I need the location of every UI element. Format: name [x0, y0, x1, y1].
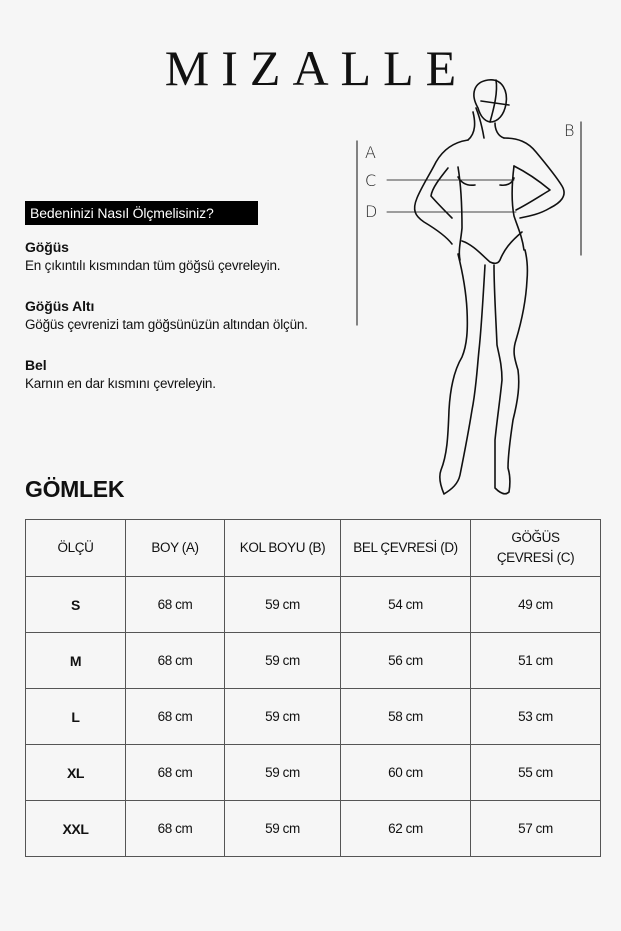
guide-title: Göğüs	[25, 239, 69, 255]
guide-item-underbust	[25, 297, 355, 335]
body-measurement-figure	[340, 70, 621, 510]
measure-label-a: A	[365, 143, 376, 162]
cell-size: XXL	[26, 801, 126, 857]
how-to-measure-heading: Bedeninizi Nasıl Ölçmelisiniz?	[25, 201, 258, 225]
guide-description: En çıkıntılı kısmından tüm göğsü çevreleyin.	[25, 258, 281, 273]
cell-sleeve-length: 59 cm	[225, 745, 341, 801]
cell-waist: 62 cm	[341, 801, 471, 857]
cell-length: 68 cm	[126, 745, 225, 801]
measure-label-b: B	[564, 121, 575, 140]
cell-chest: 55 cm	[471, 745, 601, 801]
measure-label-c: C	[365, 171, 377, 190]
cell-sleeve-length: 59 cm	[225, 633, 341, 689]
guide-title: Göğüs Altı	[25, 298, 95, 314]
cell-length: 68 cm	[126, 801, 225, 857]
body-outline-icon	[340, 70, 621, 510]
guide-item-chest	[25, 238, 355, 276]
header-waist: BEL ÇEVRESİ (D)	[341, 520, 471, 577]
cell-waist: 60 cm	[341, 745, 471, 801]
cell-size: M	[26, 633, 126, 689]
brand-logo: MIZALLE	[164, 40, 469, 96]
cell-chest: 51 cm	[471, 633, 601, 689]
table-row	[26, 577, 601, 633]
table-row	[26, 689, 601, 745]
header-size: ÖLÇÜ	[26, 520, 126, 577]
table-row	[26, 745, 601, 801]
cell-length: 68 cm	[126, 633, 225, 689]
header-length: BOY (A)	[126, 520, 225, 577]
size-chart-table	[25, 519, 601, 857]
table-row	[26, 801, 601, 857]
measure-label-d: D	[365, 202, 378, 221]
cell-size: XL	[26, 745, 126, 801]
table-row	[26, 633, 601, 689]
cell-sleeve-length: 59 cm	[225, 577, 341, 633]
cell-length: 68 cm	[126, 689, 225, 745]
cell-waist: 56 cm	[341, 633, 471, 689]
guide-item-waist	[25, 356, 355, 394]
header-chest: GÖĞÜS ÇEVRESİ (C)	[471, 520, 601, 577]
cell-sleeve-length: 59 cm	[225, 689, 341, 745]
cell-size: S	[26, 577, 126, 633]
header-sleeve-length: KOL BOYU (B)	[225, 520, 341, 577]
guide-title: Bel	[25, 357, 47, 373]
cell-sleeve-length: 59 cm	[225, 801, 341, 857]
table-header-row	[26, 520, 601, 577]
cell-chest: 49 cm	[471, 577, 601, 633]
guide-description: Karnın en dar kısmını çevreleyin.	[25, 376, 216, 391]
cell-waist: 58 cm	[341, 689, 471, 745]
cell-waist: 54 cm	[341, 577, 471, 633]
cell-chest: 53 cm	[471, 689, 601, 745]
cell-size: L	[26, 689, 126, 745]
cell-length: 68 cm	[126, 577, 225, 633]
size-chart-title: GÖMLEK	[25, 476, 125, 502]
cell-chest: 57 cm	[471, 801, 601, 857]
guide-description: Göğüs çevrenizi tam göğsünüzün altından ölçün.	[25, 317, 308, 332]
